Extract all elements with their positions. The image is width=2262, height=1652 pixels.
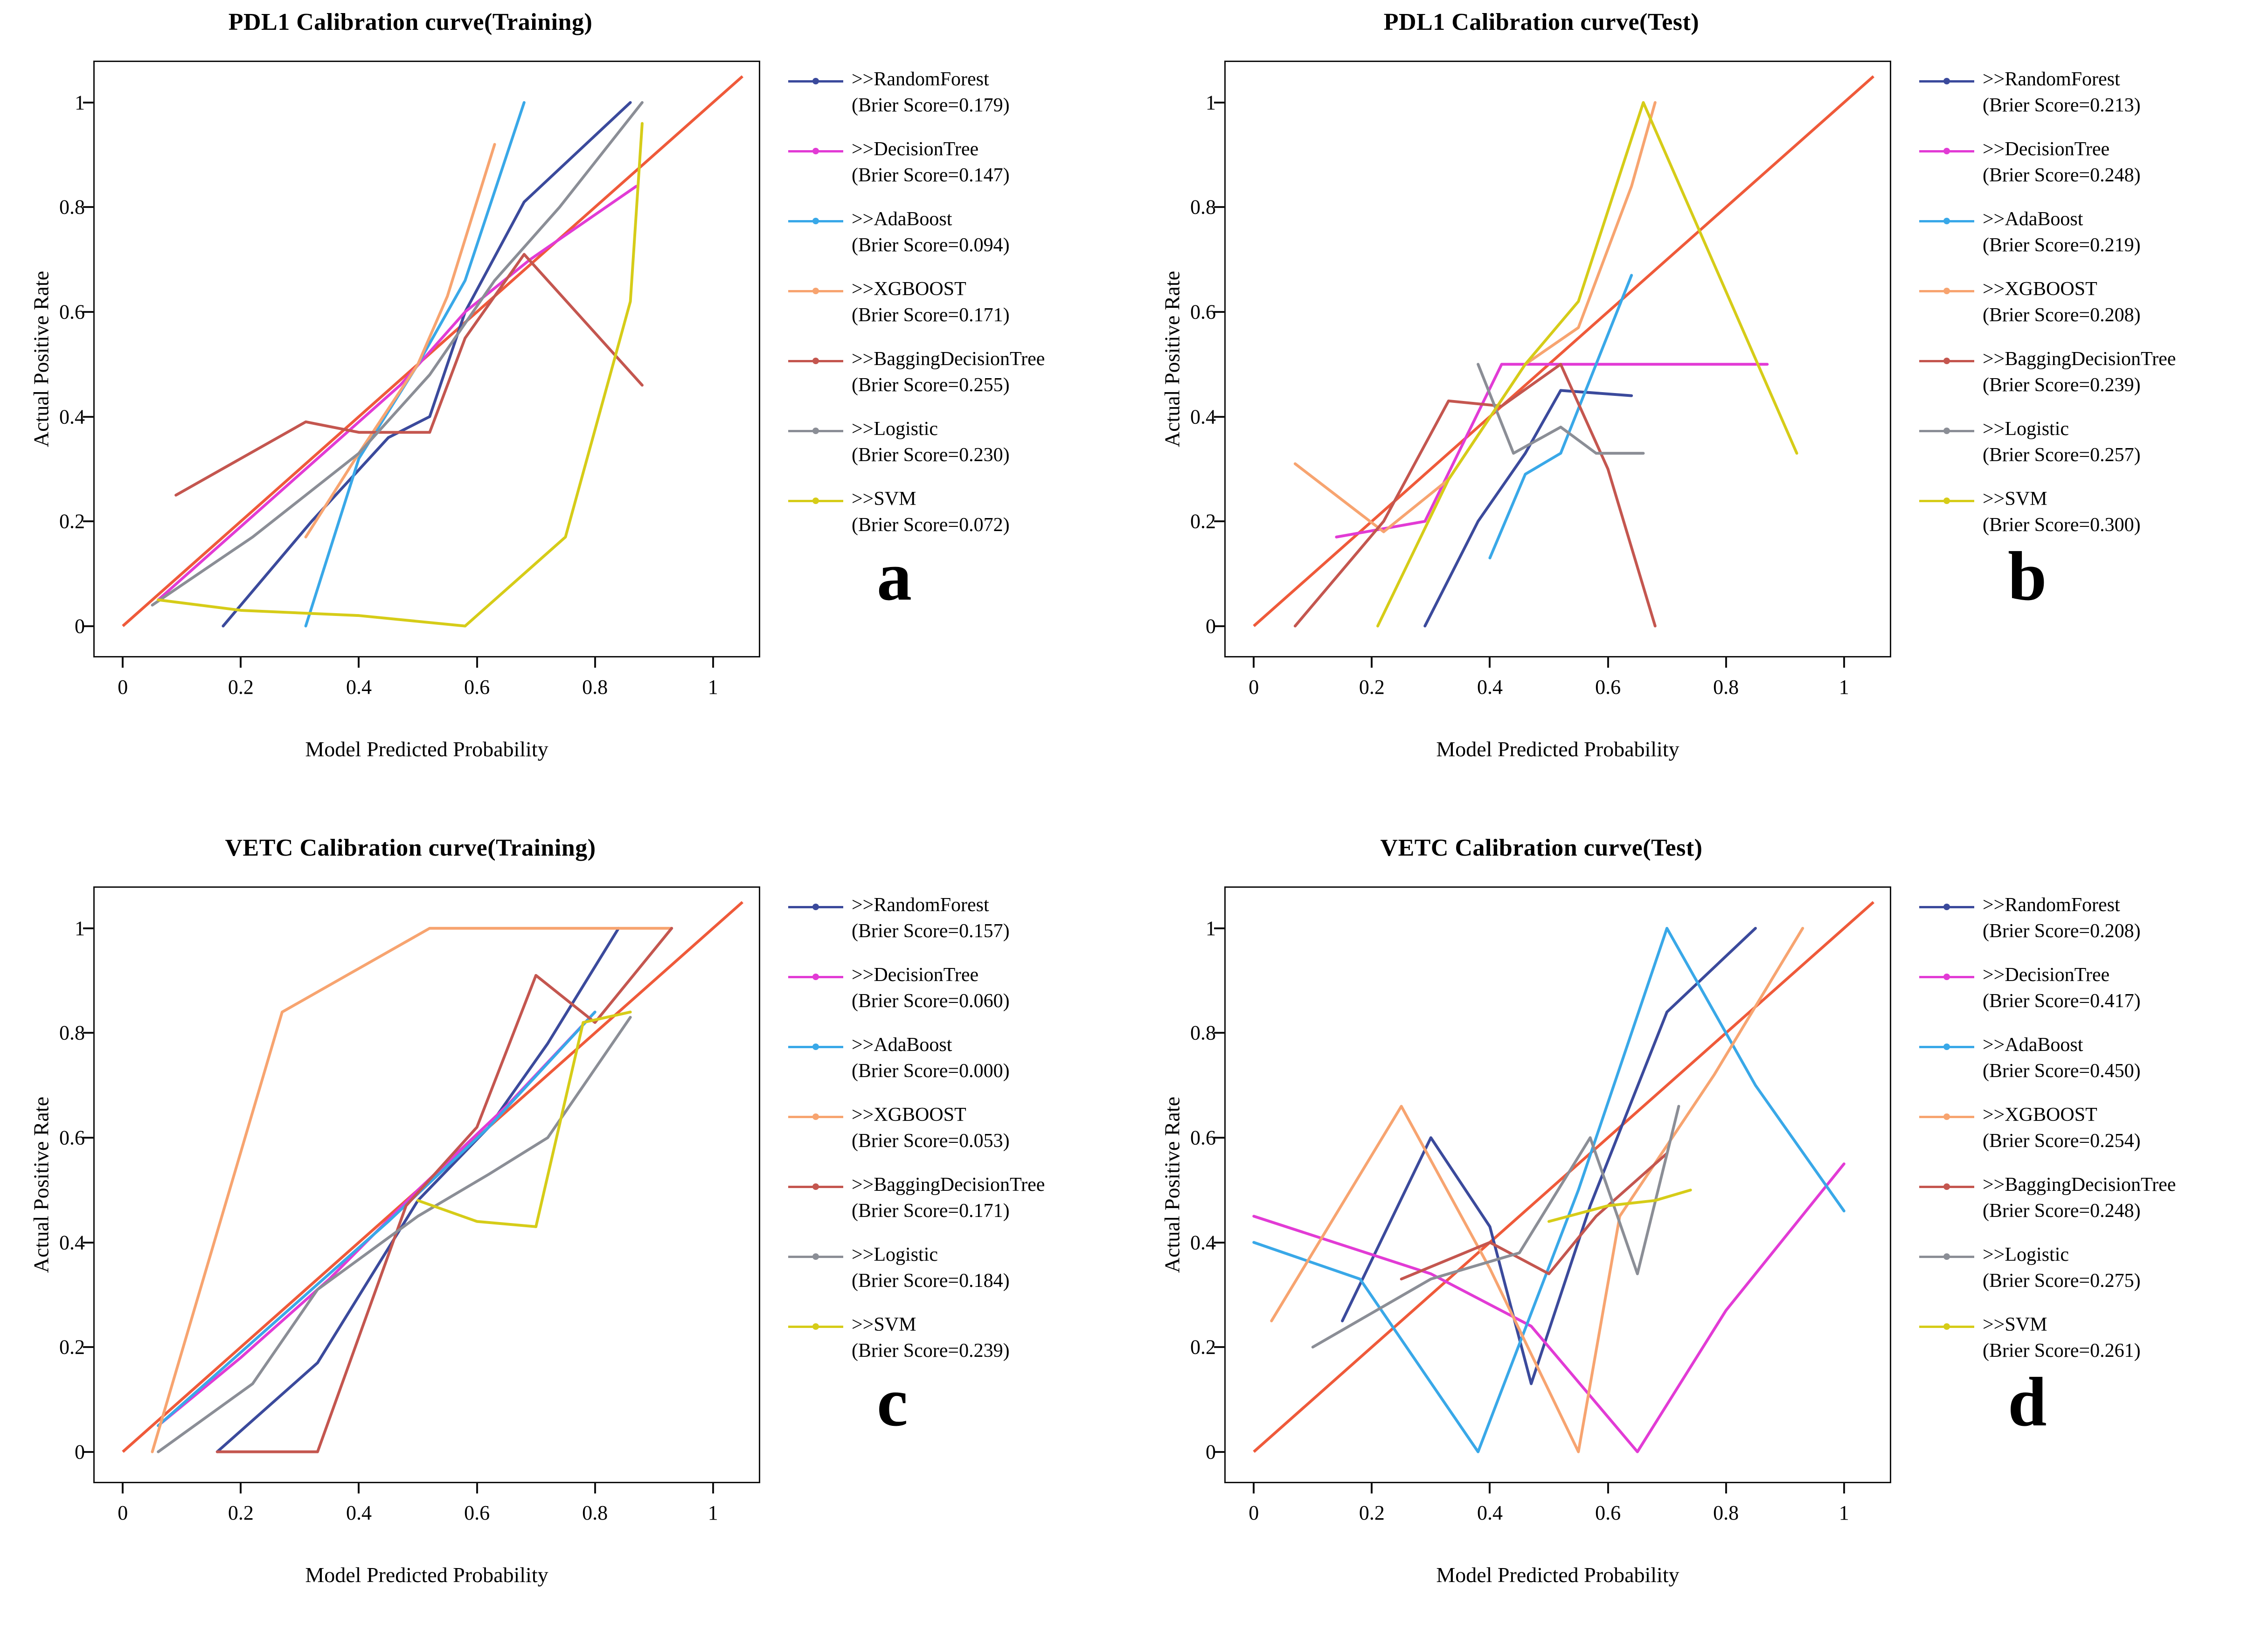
series-layer xyxy=(1224,886,1891,1483)
x-tick-label: 1 xyxy=(708,676,718,698)
y-tick-label: 0.6 xyxy=(1190,1126,1216,1149)
legend-marker-icon xyxy=(812,1113,819,1120)
panel-letter-a: a xyxy=(877,538,912,615)
legend-marker-icon xyxy=(812,148,819,154)
x-tick-mark xyxy=(358,657,360,668)
legend-brier-score: (Brier Score=0.261) xyxy=(1983,1340,2141,1362)
chart-canvas-c xyxy=(93,886,760,1483)
legend-item[interactable] xyxy=(1919,1245,2255,1315)
y-tick-label: 1 xyxy=(1206,91,1216,114)
legend-series-name: >>XGBOOST xyxy=(1983,278,2097,300)
legend-series-name: >>RandomForest xyxy=(852,894,989,916)
x-tick-mark xyxy=(712,1483,714,1493)
legend-series-name: >>Logistic xyxy=(852,418,938,440)
legend-brier-score: (Brier Score=0.219) xyxy=(1983,235,2141,256)
y-tick-label: 1 xyxy=(75,91,85,114)
legend-item[interactable] xyxy=(788,1175,1124,1245)
chart-canvas-a xyxy=(93,61,760,657)
x-tick-label: 0.8 xyxy=(1713,676,1739,698)
panel-letter-d: d xyxy=(2008,1363,2047,1441)
y-axis-label: Actual Positive Rate xyxy=(1160,270,1184,448)
legend-marker-icon xyxy=(1943,1323,1950,1330)
legend-series-name: >>AdaBoost xyxy=(852,1034,952,1056)
legend-series-name: >>SVM xyxy=(852,488,916,510)
legend-label xyxy=(1983,486,2141,538)
legend-brier-score: (Brier Score=0.179) xyxy=(852,95,1010,116)
legend-series-name: >>AdaBoost xyxy=(1983,208,2083,230)
x-tick-mark xyxy=(1489,1483,1491,1493)
series-line xyxy=(217,928,672,1452)
legend-marker-icon xyxy=(1943,428,1950,434)
legend-b xyxy=(1919,70,2255,560)
y-tick-label: 1 xyxy=(75,917,85,940)
panel-title: VETC Calibration curve(Training) xyxy=(225,835,596,861)
legend-marker-icon xyxy=(812,358,819,364)
plot-area-b xyxy=(1160,61,1891,761)
legend-brier-score: (Brier Score=0.147) xyxy=(852,165,1010,186)
x-tick-mark xyxy=(476,1483,478,1493)
x-tick-mark xyxy=(1607,657,1609,668)
legend-label xyxy=(852,892,1010,944)
legend-label xyxy=(1983,1032,2141,1084)
x-tick-mark xyxy=(1371,657,1373,668)
legend-brier-score: (Brier Score=0.248) xyxy=(1983,1200,2141,1222)
legend-brier-score: (Brier Score=0.053) xyxy=(852,1130,1010,1152)
series-line xyxy=(223,103,630,626)
y-tick-label: 0.4 xyxy=(59,405,85,428)
legend-label xyxy=(852,962,1010,1014)
legend-item[interactable] xyxy=(788,966,1124,1036)
legend-item[interactable] xyxy=(1919,966,2255,1036)
legend-label xyxy=(1983,1242,2141,1294)
legend-series-name: >>Logistic xyxy=(1983,1244,2069,1265)
x-tick-mark xyxy=(358,1483,360,1493)
legend-brier-score: (Brier Score=0.000) xyxy=(852,1060,1010,1082)
y-tick-label: 0.2 xyxy=(59,510,85,533)
legend-brier-score: (Brier Score=0.171) xyxy=(852,304,1010,326)
legend-label xyxy=(852,416,1010,468)
x-tick-label: 0.6 xyxy=(1595,1501,1621,1524)
chart-panel-b xyxy=(1131,0,2262,826)
series-line xyxy=(418,1012,631,1226)
legend-item[interactable] xyxy=(788,1245,1124,1315)
y-tick-label: 0 xyxy=(75,615,85,638)
y-tick-label: 0.4 xyxy=(59,1231,85,1254)
legend-item[interactable] xyxy=(1919,420,2255,490)
y-axis-label: Actual Positive Rate xyxy=(29,270,53,448)
legend-marker-icon xyxy=(1943,1183,1950,1190)
legend-label xyxy=(852,1032,1010,1084)
y-tick-label: 0.6 xyxy=(59,1126,85,1149)
y-tick-label: 1 xyxy=(1206,917,1216,940)
series-line xyxy=(1342,928,1755,1384)
x-tick-label: 0.2 xyxy=(1359,676,1385,698)
legend-label xyxy=(1983,962,2141,1014)
x-axis-label: Model Predicted Probability xyxy=(1436,1563,1679,1587)
series-line xyxy=(1336,364,1767,537)
legend-item[interactable] xyxy=(1919,70,2255,140)
legend-label xyxy=(852,486,1010,538)
legend-series-name: >>DecisionTree xyxy=(852,138,979,160)
series-layer xyxy=(1224,61,1891,657)
y-tick-label: 0.8 xyxy=(1190,195,1216,219)
x-tick-mark xyxy=(594,1483,596,1493)
y-tick-label: 0.6 xyxy=(59,300,85,324)
legend-marker-icon xyxy=(812,1253,819,1260)
x-tick-label: 0.8 xyxy=(582,676,608,698)
legend-brier-score: (Brier Score=0.072) xyxy=(852,514,1010,536)
legend-brier-score: (Brier Score=0.254) xyxy=(1983,1130,2141,1152)
legend-marker-icon xyxy=(812,1183,819,1190)
legend-item[interactable] xyxy=(788,420,1124,490)
legend-item[interactable] xyxy=(788,1036,1124,1106)
legend-series-name: >>BaggingDecisionTree xyxy=(1983,1174,2176,1196)
x-tick-label: 0 xyxy=(1249,676,1259,698)
legend-series-name: >>AdaBoost xyxy=(1983,1034,2083,1056)
chart-canvas-d xyxy=(1224,886,1891,1483)
legend-marker-icon xyxy=(1943,358,1950,364)
legend-item[interactable] xyxy=(788,70,1124,140)
reference-line xyxy=(1254,902,1873,1452)
series-line xyxy=(158,1017,630,1452)
series-line xyxy=(1271,928,1803,1452)
legend-series-name: >>DecisionTree xyxy=(852,964,979,986)
legend-label xyxy=(852,1102,1010,1154)
legend-marker-icon xyxy=(812,78,819,84)
legend-marker-icon xyxy=(1943,904,1950,910)
series-line xyxy=(1425,390,1631,626)
x-tick-mark xyxy=(240,657,242,668)
chart-panel-c xyxy=(0,826,1131,1652)
x-tick-mark xyxy=(1725,1483,1727,1493)
series-line xyxy=(153,928,672,1452)
panel-title: PDL1 Calibration curve(Training) xyxy=(228,9,593,35)
y-tick-label: 0.8 xyxy=(59,195,85,219)
y-axis-label: Actual Positive Rate xyxy=(1160,1096,1184,1273)
legend-marker-icon xyxy=(1943,218,1950,224)
legend-marker-icon xyxy=(812,218,819,224)
legend-label xyxy=(852,136,1010,188)
x-tick-label: 0 xyxy=(118,1501,128,1524)
legend-item[interactable] xyxy=(1919,140,2255,210)
legend-label xyxy=(1983,276,2141,328)
legend-item[interactable] xyxy=(1919,280,2255,350)
x-tick-label: 0 xyxy=(118,676,128,698)
legend-item[interactable] xyxy=(1919,1036,2255,1106)
legend-marker-icon xyxy=(1943,1253,1950,1260)
legend-a xyxy=(788,70,1124,560)
legend-series-name: >>RandomForest xyxy=(852,69,989,90)
panel-title: PDL1 Calibration curve(Test) xyxy=(1383,9,1700,35)
legend-marker-icon xyxy=(812,1044,819,1050)
legend-label xyxy=(1983,136,2141,188)
legend-label xyxy=(852,346,1045,398)
x-tick-mark xyxy=(594,657,596,668)
legend-marker-icon xyxy=(812,974,819,980)
y-tick-label: 0.8 xyxy=(59,1021,85,1044)
series-line xyxy=(1478,364,1643,453)
legend-marker-icon xyxy=(812,498,819,504)
legend-brier-score: (Brier Score=0.208) xyxy=(1983,304,2141,326)
legend-label xyxy=(1983,892,2141,944)
x-tick-mark xyxy=(1489,657,1491,668)
x-tick-label: 0 xyxy=(1249,1501,1259,1524)
legend-label xyxy=(1983,66,2141,118)
legend-brier-score: (Brier Score=0.171) xyxy=(852,1200,1010,1222)
legend-series-name: >>AdaBoost xyxy=(852,208,952,230)
legend-brier-score: (Brier Score=0.213) xyxy=(1983,95,2141,116)
x-tick-label: 0.8 xyxy=(582,1501,608,1524)
legend-item[interactable] xyxy=(788,350,1124,420)
legend-series-name: >>SVM xyxy=(1983,488,2047,510)
plot-area-d xyxy=(1160,886,1891,1587)
series-line xyxy=(306,145,495,537)
legend-brier-score: (Brier Score=0.255) xyxy=(852,374,1010,396)
legend-series-name: >>DecisionTree xyxy=(1983,138,2110,160)
x-tick-mark xyxy=(1371,1483,1373,1493)
x-tick-label: 0.2 xyxy=(228,676,254,698)
legend-brier-score: (Brier Score=0.208) xyxy=(1983,920,2141,942)
legend-series-name: >>BaggingDecisionTree xyxy=(852,348,1045,370)
legend-item[interactable] xyxy=(1919,1315,2255,1385)
x-tick-label: 0.4 xyxy=(1477,1501,1503,1524)
x-tick-mark xyxy=(476,657,478,668)
x-tick-label: 0.4 xyxy=(1477,676,1503,698)
legend-series-name: >>XGBOOST xyxy=(852,278,966,300)
legend-marker-icon xyxy=(812,428,819,434)
panel-letter-b: b xyxy=(2008,538,2047,615)
panel-letter-c: c xyxy=(877,1363,908,1441)
legend-marker-icon xyxy=(1943,498,1950,504)
legend-label xyxy=(852,206,1010,258)
legend-label xyxy=(852,1242,1010,1294)
x-tick-mark xyxy=(240,1483,242,1493)
legend-brier-score: (Brier Score=0.184) xyxy=(852,1270,1010,1292)
series-layer xyxy=(93,61,760,657)
legend-brier-score: (Brier Score=0.300) xyxy=(1983,514,2141,536)
y-tick-label: 0.8 xyxy=(1190,1021,1216,1044)
y-tick-label: 0 xyxy=(75,1440,85,1464)
legend-label xyxy=(1983,206,2141,258)
legend-series-name: >>SVM xyxy=(1983,1314,2047,1335)
legend-brier-score: (Brier Score=0.275) xyxy=(1983,1270,2141,1292)
legend-item[interactable] xyxy=(1919,1175,2255,1245)
plot-area-a xyxy=(29,61,760,761)
series-line xyxy=(1313,1106,1679,1347)
y-tick-label: 0.6 xyxy=(1190,300,1216,324)
series-line xyxy=(1295,364,1655,626)
legend-series-name: >>RandomForest xyxy=(1983,69,2120,90)
legend-series-name: >>XGBOOST xyxy=(1983,1104,2097,1126)
legend-brier-score: (Brier Score=0.257) xyxy=(1983,444,2141,466)
legend-item[interactable] xyxy=(1919,210,2255,280)
legend-marker-icon xyxy=(1943,1044,1950,1050)
legend-brier-score: (Brier Score=0.060) xyxy=(852,990,1010,1012)
legend-marker-icon xyxy=(1943,974,1950,980)
x-tick-mark xyxy=(1843,1483,1845,1493)
x-tick-mark xyxy=(1725,657,1727,668)
series-layer xyxy=(93,886,760,1483)
legend-label xyxy=(852,276,1010,328)
legend-label xyxy=(1983,346,2176,398)
legend-item[interactable] xyxy=(788,896,1124,966)
y-tick-label: 0.2 xyxy=(1190,510,1216,533)
y-tick-label: 0 xyxy=(1206,1440,1216,1464)
reference-line xyxy=(1254,76,1873,626)
x-tick-label: 0.6 xyxy=(1595,676,1621,698)
legend-label xyxy=(1983,1102,2141,1154)
x-axis-label: Model Predicted Probability xyxy=(1436,737,1679,761)
legend-item[interactable] xyxy=(1919,490,2255,560)
legend-marker-icon xyxy=(1943,148,1950,154)
legend-series-name: >>XGBOOST xyxy=(852,1104,966,1126)
chart-panel-a xyxy=(0,0,1131,826)
legend-marker-icon xyxy=(1943,78,1950,84)
x-tick-label: 1 xyxy=(1839,676,1849,698)
x-tick-label: 0.6 xyxy=(464,1501,490,1524)
legend-series-name: >>BaggingDecisionTree xyxy=(852,1174,1045,1196)
panel-title: VETC Calibration curve(Test) xyxy=(1380,835,1703,861)
legend-marker-icon xyxy=(812,288,819,294)
legend-brier-score: (Brier Score=0.239) xyxy=(1983,374,2141,396)
legend-item[interactable] xyxy=(788,490,1124,560)
legend-series-name: >>DecisionTree xyxy=(1983,964,2110,986)
legend-marker-icon xyxy=(812,1323,819,1330)
plot-area-c xyxy=(29,886,760,1587)
legend-c xyxy=(788,896,1124,1385)
x-tick-label: 0.8 xyxy=(1713,1501,1739,1524)
y-tick-label: 0 xyxy=(1206,615,1216,638)
legend-item[interactable] xyxy=(788,1315,1124,1385)
legend-brier-score: (Brier Score=0.094) xyxy=(852,235,1010,256)
legend-item[interactable] xyxy=(788,140,1124,210)
legend-item[interactable] xyxy=(788,280,1124,350)
legend-brier-score: (Brier Score=0.450) xyxy=(1983,1060,2141,1082)
legend-brier-score: (Brier Score=0.157) xyxy=(852,920,1010,942)
legend-marker-icon xyxy=(1943,1113,1950,1120)
x-tick-mark xyxy=(122,1483,124,1493)
x-tick-label: 0.2 xyxy=(228,1501,254,1524)
series-line xyxy=(306,103,524,626)
x-tick-mark xyxy=(1253,657,1255,668)
legend-item[interactable] xyxy=(788,1106,1124,1175)
y-tick-label: 0.4 xyxy=(1190,1231,1216,1254)
x-tick-mark xyxy=(1607,1483,1609,1493)
legend-label xyxy=(1983,1312,2141,1364)
legend-series-name: >>Logistic xyxy=(852,1244,938,1265)
legend-series-name: >>BaggingDecisionTree xyxy=(1983,348,2176,370)
series-line xyxy=(1490,275,1631,558)
x-tick-mark xyxy=(1253,1483,1255,1493)
legend-marker-icon xyxy=(812,904,819,910)
legend-label xyxy=(852,66,1010,118)
x-tick-mark xyxy=(1843,657,1845,668)
x-tick-label: 0.4 xyxy=(346,676,372,698)
legend-series-name: >>SVM xyxy=(852,1314,916,1335)
legend-series-name: >>RandomForest xyxy=(1983,894,2120,916)
legend-item[interactable] xyxy=(1919,1106,2255,1175)
y-tick-label: 0.2 xyxy=(59,1335,85,1359)
x-axis-label: Model Predicted Probability xyxy=(305,1563,548,1587)
legend-label xyxy=(852,1312,1010,1364)
legend-item[interactable] xyxy=(1919,896,2255,966)
legend-brier-score: (Brier Score=0.248) xyxy=(1983,165,2141,186)
legend-label xyxy=(852,1172,1045,1224)
y-tick-label: 0.2 xyxy=(1190,1335,1216,1359)
y-tick-label: 0.4 xyxy=(1190,405,1216,428)
legend-item[interactable] xyxy=(1919,350,2255,420)
x-axis-label: Model Predicted Probability xyxy=(305,737,548,761)
legend-brier-score: (Brier Score=0.417) xyxy=(1983,990,2141,1012)
legend-item[interactable] xyxy=(788,210,1124,280)
legend-d xyxy=(1919,896,2255,1385)
legend-label xyxy=(1983,1172,2176,1224)
x-tick-mark xyxy=(712,657,714,668)
chart-canvas-b xyxy=(1224,61,1891,657)
legend-brier-score: (Brier Score=0.239) xyxy=(852,1340,1010,1362)
legend-marker-icon xyxy=(1943,288,1950,294)
legend-label xyxy=(1983,416,2141,468)
x-tick-label: 1 xyxy=(708,1501,718,1524)
y-axis-label: Actual Positive Rate xyxy=(29,1096,53,1273)
chart-panel-d xyxy=(1131,826,2262,1652)
legend-brier-score: (Brier Score=0.230) xyxy=(852,444,1010,466)
x-tick-label: 1 xyxy=(1839,1501,1849,1524)
x-tick-label: 0.2 xyxy=(1359,1501,1385,1524)
x-tick-mark xyxy=(122,657,124,668)
x-tick-label: 0.4 xyxy=(346,1501,372,1524)
series-line xyxy=(1402,1154,1667,1279)
reference-line xyxy=(123,76,742,626)
x-tick-label: 0.6 xyxy=(464,676,490,698)
legend-series-name: >>Logistic xyxy=(1983,418,2069,440)
